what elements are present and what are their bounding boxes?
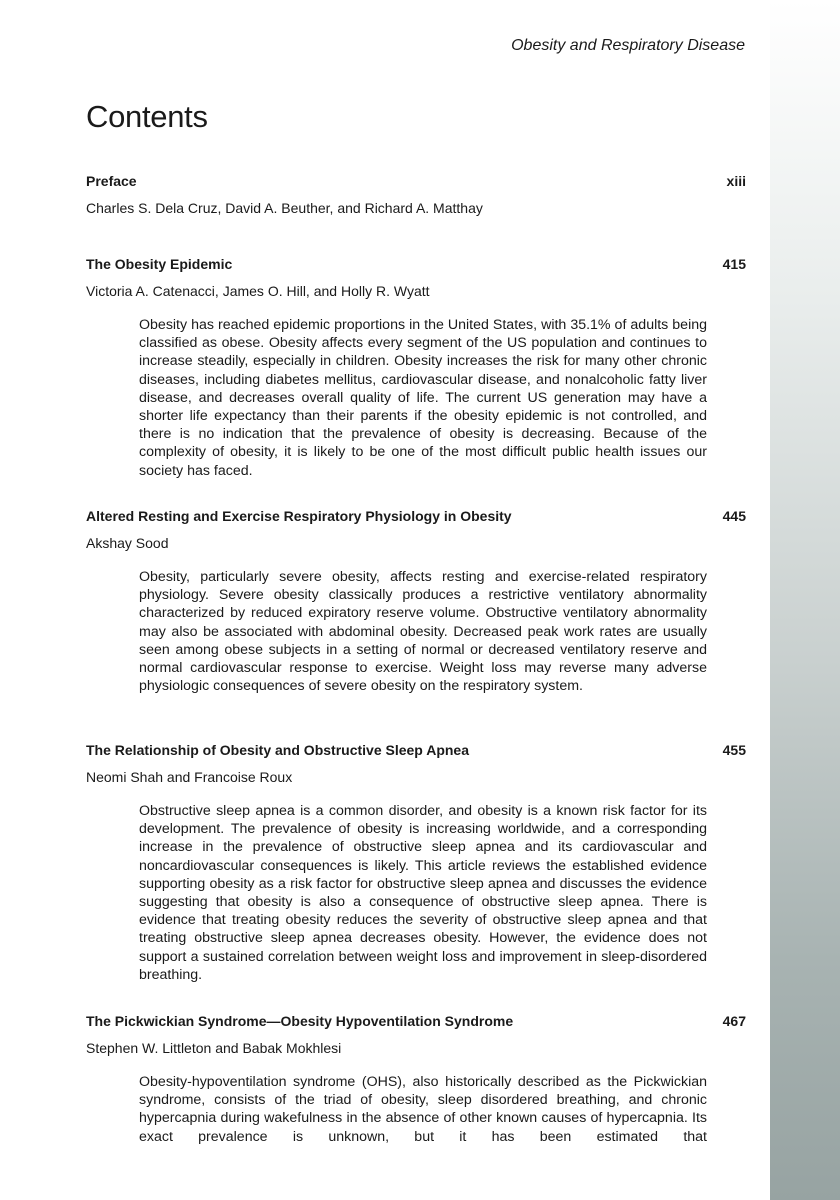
toc-entry-authors: Stephen W. Littleton and Babak Mokhlesi <box>86 1040 342 1056</box>
toc-entry-obesity-epidemic <box>86 255 746 480</box>
toc-entry-page-number: 445 <box>722 508 746 524</box>
toc-entry-title[interactable]: Altered Resting and Exercise Respiratory Physiology in Obesity <box>86 508 512 524</box>
toc-entry-page-number: 467 <box>722 1013 746 1029</box>
toc-entry-abstract: Obesity, particularly severe obesity, affects resting and exercise-related respiratory physiology. Severe obesity classically produces a restrictive ventilatory abnormality characterized by reduced expiratory reserve volume. Obstructive ventilatory abnormality may also be associated with abdominal obesity. Decreased peak work rates are usually seen among obese subjects in a setting of normal or decreased ventilatory reserve and normal cardiovascular response to exercise. Weight loss may reverse many adverse physiologic consequences of severe obesity on the respiratory system. <box>139 569 707 695</box>
toc-entry-title[interactable]: The Obesity Epidemic <box>86 256 233 272</box>
toc-entry-abstract: Obesity-hypoventilation syndrome (OHS), also historically described as the Pickwickian syndrome, consists of the triad of obesity, sleep disordered breathing, and chronic hypercapnia during wakefulness in the absence of other known causes of hypercapnia. Its exact prevalence is unknown, but it has been estimated that <box>139 1074 707 1145</box>
toc-entry-abstract: Obesity has reached epidemic proportions in the United States, with 35.1% of adults being classified as obese. Obesity affects every segment of the US population and continues to increase steadily, especially in children. Obesity increases the risk for many other chronic diseases, including diabetes mellitus, cardiovascular disease, and nonalcoholic fatty liver disease, and decreases overall quality of life. The current US generation may have a shorter life expectancy than their parents if the obesity epidemic is not controlled, and there is no indication that the prevalence of obesity is decreasing. Because of the complexity of obesity, it is likely to be one of the most difficult public health issues our society has faced. <box>139 317 707 479</box>
decorative-side-band <box>770 0 840 1200</box>
toc-entry-title[interactable]: The Pickwickian Syndrome—Obesity Hypoventilation Syndrome <box>86 1013 514 1029</box>
toc-entry-authors: Neomi Shah and Francoise Roux <box>86 769 293 785</box>
toc-entry-page-number: 455 <box>722 742 746 758</box>
toc-entry-page-number: 415 <box>722 256 746 272</box>
toc-entry-authors: Victoria A. Catenacci, James O. Hill, and Holly R. Wyatt <box>86 283 430 299</box>
toc-entry-heading[interactable] <box>86 1012 746 1030</box>
toc-entry-pickwickian-syndrome <box>86 1012 746 1146</box>
toc-entry-heading[interactable] <box>86 172 746 190</box>
toc-entry-title[interactable]: Preface <box>86 173 137 189</box>
toc-entry-heading[interactable] <box>86 741 746 759</box>
toc-entry-sleep-apnea <box>86 741 746 984</box>
running-head: Obesity and Respiratory Disease <box>511 37 745 54</box>
toc-entry-preface <box>86 172 746 217</box>
toc-entry-abstract: Obstructive sleep apnea is a common disorder, and obesity is a known risk factor for its development. The prevalence of obesity is increasing worldwide, and a corresponding increase in the prevalence of obstructive sleep apnea and its cardiovascular and noncardiovascular consequences is likely. This article reviews the established evidence supporting obesity as a risk factor for obstructive sleep apnea and discusses the evidence suggesting that obesity is also a consequence of obstructive sleep apnea. There is evidence that treating obesity reduces the severity of obstructive sleep apnea and that treating obstructive sleep apnea decreases obesity. However, the evidence does not support a sustained correlation between weight loss and improvement in sleep-disordered breathing. <box>139 803 707 983</box>
toc-entry-authors: Akshay Sood <box>86 535 169 551</box>
toc-entry-respiratory-physiology <box>86 507 746 695</box>
toc-entry-heading[interactable] <box>86 507 746 525</box>
toc-entry-page-number: xiii <box>726 173 746 189</box>
toc-entry-heading[interactable] <box>86 255 746 273</box>
toc-entry-title[interactable]: The Relationship of Obesity and Obstructive Sleep Apnea <box>86 742 469 758</box>
toc-entry-authors: Charles S. Dela Cruz, David A. Beuther, and Richard A. Matthay <box>86 200 483 216</box>
page-title: Contents <box>86 99 208 134</box>
